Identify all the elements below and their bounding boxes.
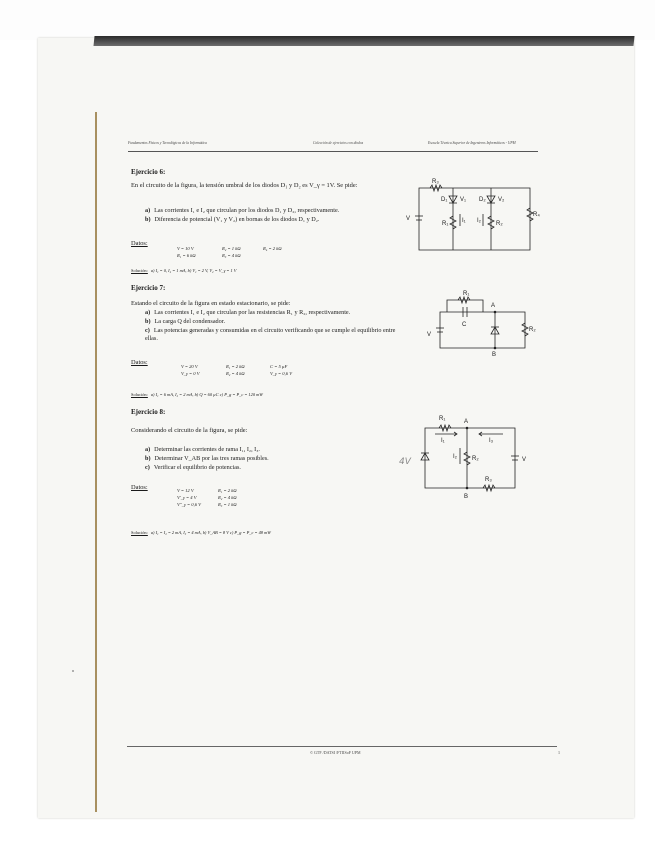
data-value: R₂ = 1 kΩ <box>222 246 241 251</box>
solution-label: Solución: <box>131 268 148 273</box>
svg-text:V: V <box>406 216 411 222</box>
svg-text:D₁: D₁ <box>441 197 448 203</box>
svg-text:R₂: R₂ <box>496 221 503 227</box>
header-school: Escuela Técnica Superior de Ingenieros Informáticos - UPM <box>428 141 516 145</box>
svg-text:R₄: R₄ <box>533 212 540 218</box>
data-value: V = 12 V <box>177 488 194 493</box>
data-value: R₂ = 4 kΩ <box>226 371 245 376</box>
data-value: R₃ = 4 kΩ <box>222 253 241 258</box>
svg-text:I₁: I₁ <box>462 218 466 224</box>
svg-text:B: B <box>464 494 469 500</box>
ex8-circuit-diagram <box>395 408 535 503</box>
footer-divider <box>127 746 557 747</box>
item-text: Las corrientes I₁ e I₂ que circulan por las resistencias R₁ y R₂, respectivamente. <box>154 309 351 316</box>
item-label: b) <box>145 455 151 462</box>
data-value: R₁ = 2 kΩ <box>226 364 245 369</box>
handwritten-note: 4V <box>399 457 411 467</box>
binding-margin-line <box>95 112 97 812</box>
svg-text:R₂: R₂ <box>472 456 479 462</box>
item-text: Determinar V_AB por las tres ramas posibles. <box>154 455 269 462</box>
item-text: Las potencias generadas y consumidas en el circuito verificando que se cumple el equilibrio entre ellas. <box>145 327 396 342</box>
solution-text: a) I₁ = I₂ = 2 mA, I₃ = 4 mA, b) V_AB = 8 V c) P_g = P_c = 48 mW <box>150 530 271 535</box>
data-value: V_γ = 0,6 V <box>270 371 293 376</box>
svg-text:I₁: I₁ <box>441 438 445 444</box>
ex7-title: Ejercicio 7: <box>131 284 166 292</box>
ex6-data-label: Datos: <box>131 240 148 247</box>
item-label: c) <box>145 464 150 471</box>
data-value: V''_γ = 0,6 V <box>177 502 201 507</box>
data-value: R₃ = 1 kΩ <box>218 502 237 507</box>
svg-text:R₂: R₂ <box>529 327 536 333</box>
data-value: C = 5 µF <box>270 364 288 369</box>
ex7-item-a <box>145 309 415 317</box>
ex6-item-a <box>145 207 415 215</box>
ex8-item-c <box>145 464 415 472</box>
data-value: V = 20 V <box>181 364 198 369</box>
ex8-data-label: Datos: <box>131 484 148 491</box>
item-label: a) <box>145 207 151 214</box>
scan-speck <box>72 670 74 672</box>
ex7-circuit-diagram <box>425 290 555 365</box>
ex8-item-b <box>145 455 415 463</box>
solution-text: a) I₁ = 0, I₂ = 1 mA, b) V₁ = 2 V, V₂ = V_γ = 1 V <box>150 268 237 273</box>
svg-text:D₂: D₂ <box>479 197 486 203</box>
ex7-item-c <box>145 327 400 342</box>
svg-text:R₃: R₃ <box>432 179 439 185</box>
svg-text:I₃: I₃ <box>489 438 494 444</box>
item-text: Las corrientes I₁ e I₂ que circulan por los diodos D₁ y D₂, respectivamente. <box>154 207 340 214</box>
svg-text:R₁: R₁ <box>439 416 446 422</box>
item-text: La carga Q del condensador. <box>154 318 226 325</box>
svg-text:C: C <box>462 322 467 328</box>
ex8-statement: Considerando el circuito de la figura, se pide: <box>131 427 248 434</box>
svg-text:A: A <box>491 303 496 309</box>
ex6-title: Ejercicio 6: <box>131 168 166 176</box>
svg-text:V: V <box>427 332 432 338</box>
ex7-item-b <box>145 318 415 326</box>
ex7-statement: Estando el circuito de la figura en estado estacionario, se pide: <box>131 300 291 307</box>
solution-text: a) I₁ = 6 mA, I₂ = 2 mA, b) Q = 60 µC c) P_g = P_c = 120 mW <box>150 392 263 397</box>
item-text: Diferencia de potencial (V₁ y V₂) en bornas de los diodos D₁ y D₂. <box>154 216 320 223</box>
solution-label: Solución: <box>131 530 148 535</box>
data-value: R₄ = 2 kΩ <box>263 246 282 251</box>
svg-text:V₂: V₂ <box>498 197 505 203</box>
page-header <box>128 139 538 152</box>
ex6-statement: En el circuito de la figura, la tensión umbral de los diodos D₁ y D₂ es V_γ = 1V. Se pide: <box>131 182 358 189</box>
ex7-solution <box>131 392 263 397</box>
item-label: a) <box>145 446 151 453</box>
item-text: Verificar el equilibrio de potencias. <box>153 464 241 471</box>
page-number: 1 <box>558 750 560 755</box>
svg-text:R₁: R₁ <box>463 291 470 297</box>
data-value: R₂ = 4 kΩ <box>218 495 237 500</box>
svg-text:R₃: R₃ <box>485 477 492 483</box>
footer-copyright: © GTF /DATSI /FTIISoF UPM <box>310 750 361 755</box>
data-value: R₁ = 2 kΩ <box>218 488 237 493</box>
svg-text:V₁: V₁ <box>460 197 467 203</box>
svg-text:A: A <box>464 419 469 425</box>
ex6-solution <box>131 268 236 273</box>
ex7-data-label: Datos: <box>131 359 148 366</box>
ex8-title: Ejercicio 8: <box>131 408 166 416</box>
item-label: b) <box>145 216 151 223</box>
ex6-item-b <box>145 216 415 224</box>
svg-text:I₂: I₂ <box>477 218 481 224</box>
svg-text:R₁: R₁ <box>442 221 449 227</box>
ex8-item-a <box>145 446 415 454</box>
svg-text:B: B <box>492 352 497 358</box>
item-label: b) <box>145 318 151 325</box>
scan-background <box>0 0 655 40</box>
solution-label: Solución: <box>131 392 148 397</box>
item-text: Determinar las corrientes de rama I₁, I₂, I₃. <box>154 446 260 453</box>
data-value: R₁ = 6 kΩ <box>177 253 196 258</box>
item-label: a) <box>145 309 151 316</box>
data-value: V'_γ = 4 V <box>177 495 197 500</box>
svg-text:I₂: I₂ <box>453 454 457 460</box>
svg-text:V: V <box>522 457 527 463</box>
scan-shadow <box>93 36 634 46</box>
ex8-solution <box>131 530 271 535</box>
header-course: Fundamentos Físicos y Tecnológicos de la Informática <box>128 141 207 145</box>
data-value: V = 10 V <box>177 246 194 251</box>
data-value: V_γ = 0 V <box>181 371 200 376</box>
item-label: c) <box>145 327 150 334</box>
ex6-circuit-diagram <box>405 180 545 260</box>
header-collection: Colección de ejercicios con diodos <box>313 141 364 145</box>
